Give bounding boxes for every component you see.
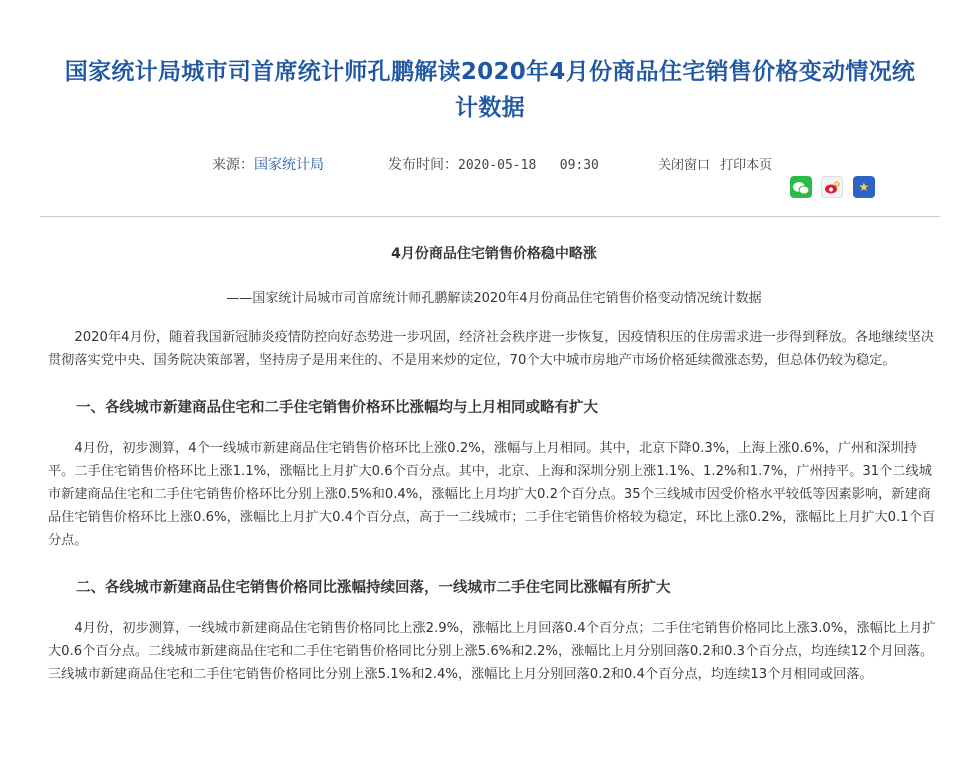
section-1-heading: 一、各线城市新建商品住宅和二手住宅销售价格环比涨幅均与上月相同或略有扩大 — [76, 400, 598, 416]
article-title: 国家统计局城市司首席统计师孔鹏解读2020年4月份商品住宅销售价格变动情况统计数据 — [64, 59, 916, 121]
article-tools — [658, 154, 778, 173]
weibo-icon[interactable] — [821, 176, 843, 198]
share-bar — [790, 176, 880, 198]
print-page-button[interactable]: 打印本页 — [720, 158, 773, 173]
source-info — [212, 154, 324, 174]
article-meta — [0, 154, 980, 204]
section-2-heading: 二、各线城市新建商品住宅销售价格同比涨幅持续回落，一线城市二手住宅同比涨幅有所扩大 — [76, 580, 671, 596]
header-divider — [40, 216, 940, 217]
publish-info — [388, 154, 599, 174]
top-bar — [0, 0, 980, 30]
wechat-icon[interactable] — [790, 176, 812, 198]
publish-label: 发布时间： — [388, 157, 458, 173]
article-headline: 4月份商品住宅销售价格稳中略涨 — [391, 246, 597, 262]
section-2-paragraph: 4月份，初步测算，一线城市新建商品住宅销售价格同比上涨2.9%，涨幅比上月回落0.4个百分点；二手住宅销售价格同比上涨3.0%，涨幅比上月扩大0.6个百分点。二线城市新建商品住宅和二手住宅销售价格同比分别上涨5.6%和2.2%，涨幅比上月分别回落0.2和0.3个百分点，均连续12个月回落。三线城市新建商品住宅和二手住宅销售价格同比分别上涨5.1%和2.4%，涨幅比上月分别回落0.2和0.4个百分点，均连续13个月相同或回落。 — [48, 621, 936, 682]
intro-paragraph: 2020年4月份，随着我国新冠肺炎疫情防控向好态势进一步巩固，经济社会秩序进一步恢复，因疫情积压的住房需求进一步得到释放。各地继续坚决贯彻落实党中央、国务院决策部署，坚持房子是用来住的、不是用来炒的定位，70个大中城市房地产市场价格延续微涨态势，但总体仍较为稳定。 — [48, 330, 934, 368]
article-body — [0, 243, 980, 686]
source-link[interactable]: 国家统计局 — [254, 157, 324, 173]
source-label: 来源： — [212, 157, 254, 173]
section-1-paragraph: 4月份，初步测算，4个一线城市新建商品住宅销售价格环比上涨0.2%，涨幅与上月相同。其中，北京下降0.3%，上海上涨0.6%，广州和深圳持平。二手住宅销售价格环比上涨1.1%，涨幅比上月扩大0.6个百分点。其中，北京、上海和深圳分别上涨1.1%、1.2%和1.7%，广州持平。31个二线城市新建商品住宅和二手住宅销售价格环比分别上涨0.5%和0.4%，涨幅比上月均扩大0.2个百分点。35个三线城市因受价格水平较低等因素影响，新建商品住宅销售价格环比上涨0.6%，涨幅比上月扩大0.4个百分点，高于一二线城市；二手住宅销售价格较为稳定，环比上涨0.2%，涨幅比上月扩大0.1个百分点。 — [48, 441, 936, 548]
favorite-icon[interactable]: ★ — [853, 176, 875, 198]
publish-time: 2020-05-18 09:30 — [458, 158, 599, 173]
close-window-button[interactable]: 关闭窗口 — [658, 158, 711, 173]
article-subheadline: ——国家统计局城市司首席统计师孔鹏解读2020年4月份商品住宅销售价格变动情况统计数据 — [226, 291, 762, 306]
